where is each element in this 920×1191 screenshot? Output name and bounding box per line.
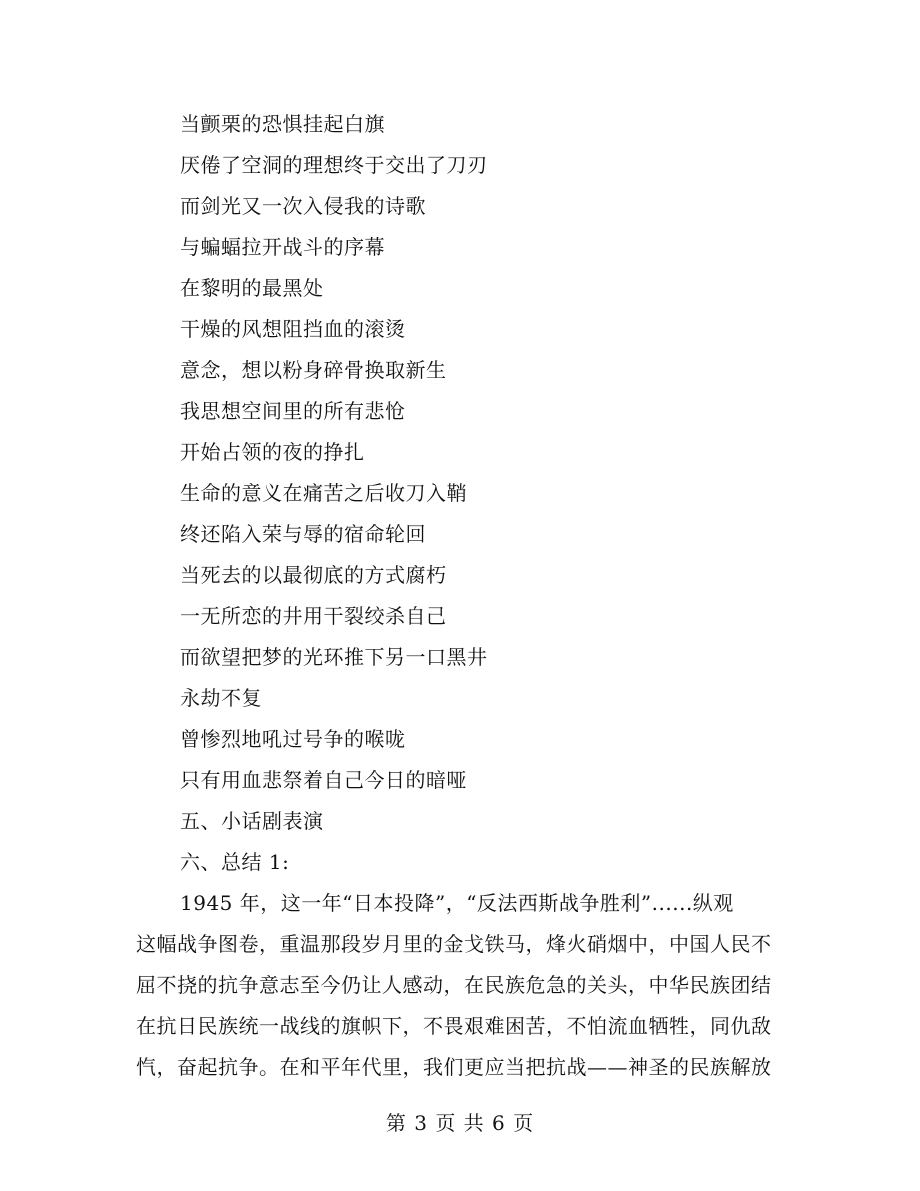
section-heading-six: 六、总结 1:	[180, 850, 290, 874]
poem-line: 只有用血悲祭着自己今日的暗哑	[180, 768, 467, 792]
poem-line: 当死去的以最彻底的方式腐朽	[180, 563, 447, 587]
summary-paragraph-line: 这幅战争图卷，重温那段岁月里的金戈铁马，烽火硝烟中，中国人民不	[136, 932, 772, 956]
poem-line: 我思想空间里的所有悲怆	[180, 399, 406, 423]
section-heading-five: 五、小话剧表演	[180, 809, 324, 833]
poem-line: 永劫不复	[180, 686, 262, 710]
summary-paragraph-line: 1945 年，这一年“日本投降”，“反法西斯战争胜利”......纵观	[180, 891, 734, 915]
poem-line: 当颤栗的恐惧挂起白旗	[180, 112, 385, 136]
poem-line: 生命的意义在痛苦之后收刀入鞘	[180, 481, 467, 505]
poem-line: 而剑光又一次入侵我的诗歌	[180, 194, 426, 218]
poem-line: 一无所恋的井用干裂绞杀自己	[180, 604, 447, 628]
poem-line: 干燥的风想阻挡血的滚烫	[180, 317, 406, 341]
summary-paragraph-line: 忾，奋起抗争。在和平年代里，我们更应当把抗战——神圣的民族解放	[136, 1055, 772, 1079]
poem-line: 而欲望把梦的光环推下另一口黑井	[180, 645, 488, 669]
poem-line: 与蝙蝠拉开战斗的序幕	[180, 235, 385, 259]
poem-line: 曾惨烈地吼过号争的喉咙	[180, 727, 406, 751]
poem-line: 在黎明的最黑处	[180, 276, 324, 300]
poem-line: 厌倦了空洞的理想终于交出了刀刃	[180, 153, 488, 177]
poem-line: 开始占领的夜的挣扎	[180, 440, 365, 464]
summary-paragraph-line: 屈不挠的抗争意志至今仍让人感动，在民族危急的关头，中华民族团结	[136, 973, 772, 997]
summary-paragraph-line: 在抗日民族统一战线的旗帜下，不畏艰难困苦，不怕流血牺牲，同仇敌	[136, 1014, 772, 1038]
poem-line: 终还陷入荣与辱的宿命轮回	[180, 522, 426, 546]
poem-line: 意念，想以粉身碎骨换取新生	[180, 358, 447, 382]
page-number-footer: 第 3 页 共 6 页	[385, 1111, 535, 1135]
